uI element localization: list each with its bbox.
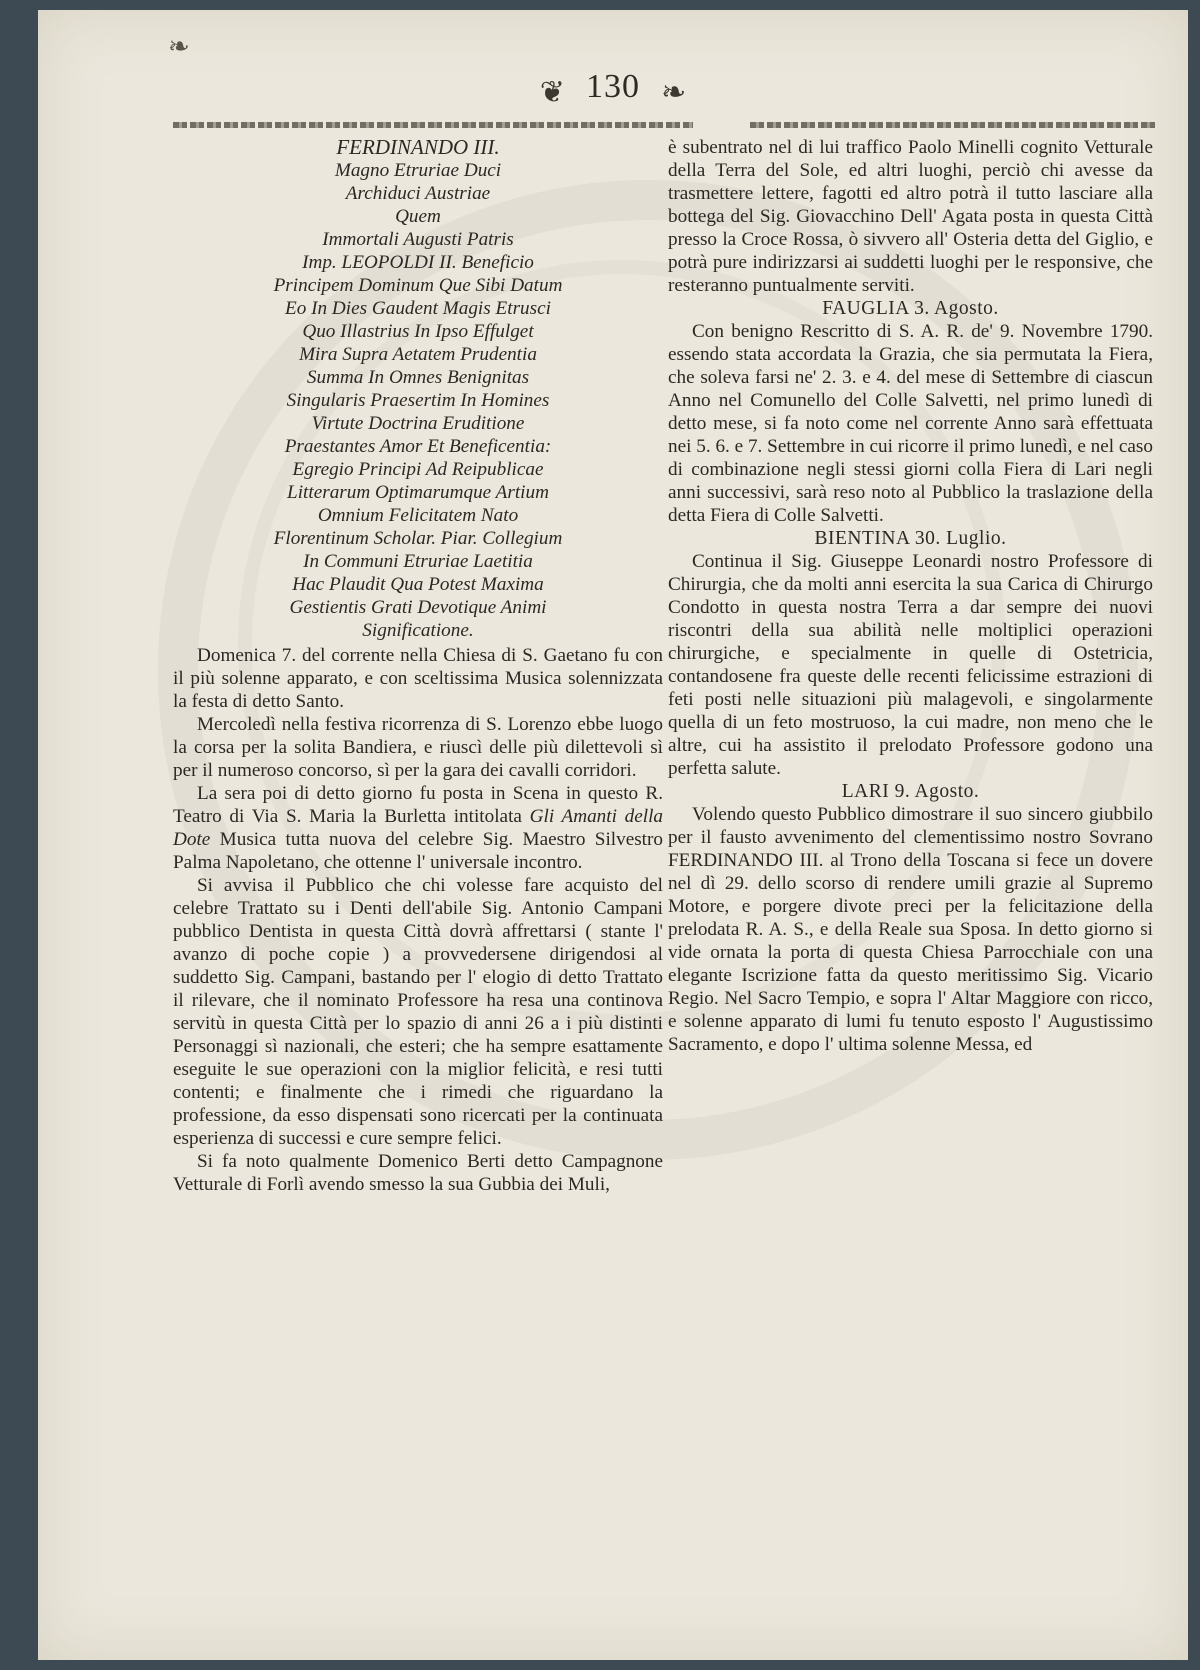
dateline: FAUGLIA 3. Agosto. [822,298,999,319]
news-paragraph: Domenica 7. del corrente nella Chiesa di S. Gaetano fu con il più solenne apparato, e con sceltissima Musica solennizzata la festa di detto Santo. [173,645,663,712]
news-paragraph: Mercoledì nella festiva ricorrenza di S. Lorenzo ebbe luogo la corsa per la solita Bandiera, e riuscì delle più dilettevoli sì per il numeroso concorso, sì per la gara dei cavalli corridori. [173,714,663,781]
page-number: 130 [586,68,640,105]
right-column [668,136,1153,1056]
teatro-text: Musica tutta nuova del celebre Sig. Maestro Silvestro Palma Napoletano, che ottenne l' universale incontro. [173,829,663,873]
dedication-line: Virtute Doctrina Eruditione [311,413,525,434]
dedication-line: Praestantes Amor Et Beneficentia: [284,436,552,457]
news-paragraph: Volendo questo Pubblico dimostrare il suo sincero giubbilo per il fausto avvenimento del clementissimo nostro Sovrano FERDINANDO III. al Trono della Toscana si fece un dovere nel dì 29. dello scorso di rendere umili grazie al Supremo Motore, e porgere divote preci per la felicitazione della prelodata R. A. S., e della Reale sua Sposa. In detto giorno si vide ornata la porta di questa Chiesa Parrocchiale con una elegante Iscrizione fatta da questo meritissimo Sig. Vicario Regio. Nel Sacro Tempio, e sopra l' Altar Maggiore con ricco, e solenne apparato di lumi fu tenuto esposto l' Augustissimo Sacramento, e dopo l' ultima solenne Messa, ed [668,804,1153,1055]
continued-paragraph: è subentrato nel di lui traffico Paolo Minelli cognito Vetturale della Terra del Sole, ed altri luoghi, perciò chi avesse da trasmettere lettere, fagotti ed altro potrà il tutto lasciare alla bottega del Sig. Giovacchino Dell' Agata posta in questa Città presso la Croce Rossa, ò sivvero all' Osteria detta del Giglio, e potrà pure indirizzarsi ai suddetti luoghi per le responsive, che resteranno puntualmente serviti. [668,137,1153,296]
dedication-line: FERDINANDO III. [336,135,500,159]
latin-dedication [173,136,663,642]
dedication-line: Singularis Praesertim In Homines [286,390,550,411]
dedication-line: Egregio Principi Ad Reipublicae [292,459,544,480]
dedication-line: Litterarum Optimarumque Artium [287,482,549,503]
dedication-line: Quem [395,206,441,227]
teatro-text: La sera poi di detto giorno fu posta in Scena in questo R. Teatro di Via S. Maria la Burletta intitolata [173,783,663,827]
dateline: BIENTINA 30. Luglio. [814,528,1007,549]
dedication-line: Magno Etruriae Duci [334,160,502,181]
news-paragraph: Si avvisa il Pubblico che chi volesse fare acquisto del celebre Trattato su i Denti dell'abile Sig. Antonio Campani pubblico Dentista in questa Città dovrà affrettarsi ( stante l' avanzo di poche copie ) a provvedersene dirigendosi al suddetto Sig. Campani, bastando per l' elogio di detto Trattato il rilevare, che il nominato Professore ha resa una continova servitù in questa Città per lo spazio di anni 26 a i più distinti Personaggi sì nazionali, che esteri; che ha sempre esattamente eseguite le sue operazioni con la miglior felicità, e resi tutti contenti; e finalmente che i rimedi che riguardano la professione, da esso dispensati sono ricercati per la continuata esperienza di successi e cure sempre felici. [173,875,663,1149]
dedication-line: Mira Supra Aetatem Prudentia [299,344,537,365]
header-rule-left [173,122,693,128]
dateline: LARI 9. Agosto. [841,781,980,802]
dedication-line: Significatione. [362,620,474,641]
dedication-line: Omnium Felicitatem Nato [317,505,519,526]
news-paragraph: Con benigno Rescritto di S. A. R. de' 9. Novembre 1790. essendo stata accordata la Grazia, che sia permutata la Fiera, che soleva farsi ne' 2. 3. e 4. del mese di Settembre di ciascun Anno nel Comunello del Colle Salvetti, nel primo lunedì di detto mese, si fa noto come nel corrente Anno sarà effettuata nei 5. 6. e 7. Settembre in cui ricorre il primo lunedì, e nel caso di combinazione negli stessi giorni colla Fiera di Lari negli anni successivi, sarà reso noto al Pubblico la traslazione della detta Fiera di Colle Salvetti. [668,321,1153,526]
left-column [173,136,663,1196]
dedication-line: Imp. LEOPOLDI II. Beneficio [302,252,534,273]
dedication-line: Immortali Augusti Patris [322,229,514,250]
page-header [38,68,1188,118]
dedication-line: Gestientis Grati Devotique Animi [289,597,547,618]
header-rule-right [750,122,1155,128]
dedication-line: Principem Dominum Que Sibi Datum [273,275,563,296]
dedication-line: Eo In Dies Gaudent Magis Etrusci [285,298,551,319]
dedication-line: In Communi Etruriae Laetitia [303,551,533,572]
dedication-line: Quo Illastrius In Ipso Effulget [302,321,534,342]
newspaper-page [38,10,1188,1660]
news-paragraph: Si fa noto qualmente Domenico Berti detto Campagnone Vetturale di Forlì avendo smesso la sua Gubbia dei Muli, [173,1151,663,1195]
right-flourish-icon: ❧ [661,75,687,110]
dedication-line: Summa In Omnes Benignitas [306,367,530,388]
dedication-line: Florentinum Scholar. Piar. Collegium [273,528,563,549]
dedication-line: Archiduci Austriae [345,183,491,204]
news-paragraph: Continua il Sig. Giuseppe Leonardi nostro Professore di Chirurgia, che da molti anni esercita la sua Carica di Chirurgo Condotto in questa nostra Terra a dar sempre dei nuovi riscontri della sua abilità nelle moltiplici operazioni chirurgiche, e specialmente in quelle di Ostetricia, contandosene fra queste delle recenti felicissime estrazioni di feti posti nelle situazioni più malagevoli, e singolarmente quella di un feto mostruoso, la cui madre, non meno che le altre, cui ha assistito il prelodato Professore godono una perfetta salute. [668,551,1153,779]
left-flourish-icon: ❦ [539,75,565,110]
dedication-line: Hac Plaudit Qua Potest Maxima [292,574,544,595]
opera-title: Gli Amanti della Dote [173,806,663,850]
corner-ink-mark: ❧ [168,32,190,62]
teatro-paragraph [173,782,663,874]
